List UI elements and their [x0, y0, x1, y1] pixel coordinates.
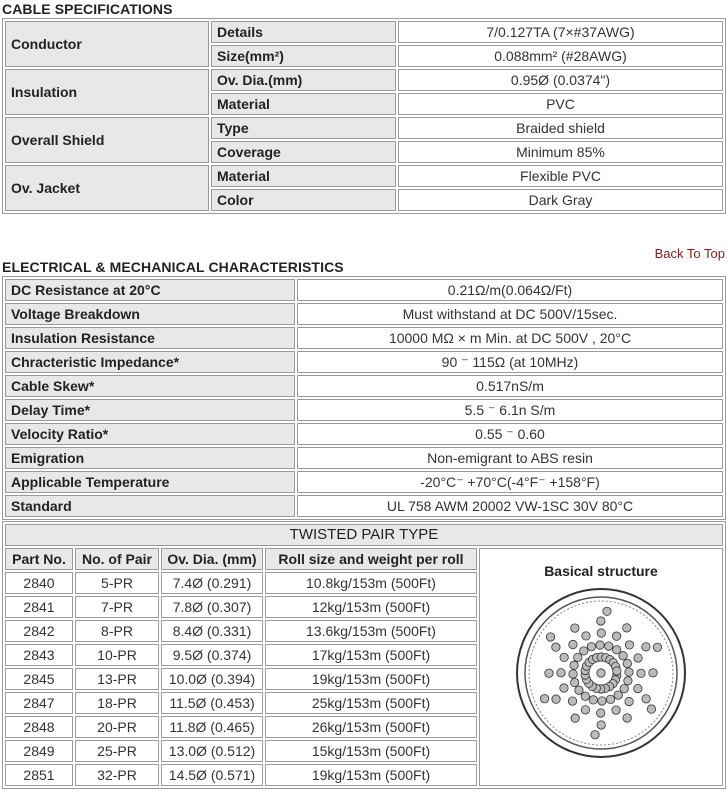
pair-count-cell: 7-PR — [75, 596, 159, 618]
spec-group-name: Ov. Jacket — [5, 165, 209, 211]
electrical-value: Must withstand at DC 500V/15sec. — [297, 303, 723, 325]
electrical-label: Velocity Ratio* — [5, 423, 295, 445]
electrical-row — [5, 279, 723, 301]
ov-dia-cell: 7.8Ø (0.307) — [161, 596, 263, 618]
electrical-row — [5, 399, 723, 421]
roll-size-cell: 19kg/153m (500Ft) — [265, 668, 477, 690]
twisted-pair-title: TWISTED PAIR TYPE — [5, 524, 723, 546]
roll-size-cell: 17kg/153m (500Ft) — [265, 644, 477, 666]
pair-count-cell: 32-PR — [75, 764, 159, 786]
electrical-row — [5, 327, 723, 349]
electrical-value: 10000 MΩ × m Min. at DC 500V , 20°C — [297, 327, 723, 349]
ov-dia-cell: 13.0Ø (0.512) — [161, 740, 263, 762]
roll-size-cell: 25kg/153m (500Ft) — [265, 692, 477, 714]
electrical-label: Voltage Breakdown — [5, 303, 295, 325]
ov-dia-cell: 10.0Ø (0.394) — [161, 668, 263, 690]
roll-size-cell: 19kg/153m (500Ft) — [265, 764, 477, 786]
electrical-table — [2, 276, 726, 520]
ov-dia-cell: 9.5Ø (0.374) — [161, 644, 263, 666]
part-no-cell: 2848 — [5, 716, 73, 738]
electrical-value: -20°C⁻ +70°C(-4°F⁻ +158°F) — [297, 471, 723, 493]
electrical-label: Cable Skew* — [5, 375, 295, 397]
cable-specs-title: CABLE SPECIFICATIONS — [2, 1, 173, 17]
spec-label: Details — [211, 21, 396, 43]
electrical-row — [5, 447, 723, 469]
spec-group-name: Overall Shield — [5, 117, 209, 163]
spec-label: Color — [211, 189, 396, 211]
spec-label: Type — [211, 117, 396, 139]
part-no-cell: 2841 — [5, 596, 73, 618]
spec-row — [5, 69, 723, 91]
ov-dia-cell: 11.8Ø (0.465) — [161, 716, 263, 738]
electrical-label: Emigration — [5, 447, 295, 469]
header-roll-size: Roll size and weight per roll — [265, 548, 477, 570]
spec-row — [5, 165, 723, 187]
electrical-label: Standard — [5, 495, 295, 517]
part-no-cell: 2843 — [5, 644, 73, 666]
electrical-label: DC Resistance at 20°C — [5, 279, 295, 301]
spec-value: Flexible PVC — [398, 165, 723, 187]
basical-structure-label: Basical structure — [544, 563, 658, 579]
pair-count-cell: 8-PR — [75, 620, 159, 642]
electrical-row — [5, 351, 723, 373]
spec-label: Material — [211, 93, 396, 115]
pair-count-cell: 25-PR — [75, 740, 159, 762]
electrical-value: 0.55 ⁻ 0.60 — [297, 423, 723, 445]
part-no-cell: 2849 — [5, 740, 73, 762]
roll-size-cell: 10.8kg/153m (500Ft) — [265, 572, 477, 594]
electrical-label: Applicable Temperature — [5, 471, 295, 493]
spec-value: 0.95Ø (0.0374") — [398, 69, 723, 91]
electrical-value: 0.21Ω/m(0.064Ω/Ft) — [297, 279, 723, 301]
electrical-title: ELECTRICAL & MECHANICAL CHARACTERISTICS — [2, 259, 344, 275]
spec-group-name: Conductor — [5, 21, 209, 67]
electrical-row — [5, 423, 723, 445]
pair-count-cell: 13-PR — [75, 668, 159, 690]
part-no-cell: 2851 — [5, 764, 73, 786]
part-no-cell: 2845 — [5, 668, 73, 690]
electrical-row — [5, 471, 723, 493]
spec-value: 7/0.127TA (7×#37AWG) — [398, 21, 723, 43]
ov-dia-cell: 14.5Ø (0.571) — [161, 764, 263, 786]
roll-size-cell: 26kg/153m (500Ft) — [265, 716, 477, 738]
roll-size-cell: 12kg/153m (500Ft) — [265, 596, 477, 618]
roll-size-cell: 13.6kg/153m (500Ft) — [265, 620, 477, 642]
pair-count-cell: 10-PR — [75, 644, 159, 666]
part-no-cell: 2840 — [5, 572, 73, 594]
ov-dia-cell: 8.4Ø (0.331) — [161, 620, 263, 642]
roll-size-cell: 15kg/153m (500Ft) — [265, 740, 477, 762]
electrical-value: 90 ⁻ 115Ω (at 10MHz) — [297, 351, 723, 373]
back-to-top-link[interactable]: Back To Top — [654, 246, 725, 261]
spec-row — [5, 117, 723, 139]
electrical-value: 5.5 ⁻ 6.1n S/m — [297, 399, 723, 421]
electrical-label: Insulation Resistance — [5, 327, 295, 349]
ov-dia-cell: 11.5Ø (0.453) — [161, 692, 263, 714]
cable-cross-section-image — [513, 585, 689, 761]
electrical-row — [5, 375, 723, 397]
header-ov-dia: Ov. Dia. (mm) — [161, 548, 263, 570]
spec-label: Material — [211, 165, 396, 187]
pair-count-cell: 20-PR — [75, 716, 159, 738]
twisted-pair-table — [2, 521, 726, 789]
header-part-no: Part No. — [5, 548, 73, 570]
electrical-row — [5, 303, 723, 325]
spec-value: Braided shield — [398, 117, 723, 139]
electrical-value: UL 758 AWM 20002 VW-1SC 30V 80°C — [297, 495, 723, 517]
ov-dia-cell: 7.4Ø (0.291) — [161, 572, 263, 594]
spec-value: Minimum 85% — [398, 141, 723, 163]
spec-label: Ov. Dia.(mm) — [211, 69, 396, 91]
spec-value: 0.088mm² (#28AWG) — [398, 45, 723, 67]
header-no-of-pair: No. of Pair — [75, 548, 159, 570]
cable-specs-table — [2, 18, 726, 214]
spec-label: Coverage — [211, 141, 396, 163]
pair-count-cell: 5-PR — [75, 572, 159, 594]
electrical-value: 0.517nS/m — [297, 375, 723, 397]
electrical-row — [5, 495, 723, 517]
part-no-cell: 2847 — [5, 692, 73, 714]
pair-count-cell: 18-PR — [75, 692, 159, 714]
spec-group-name: Insulation — [5, 69, 209, 115]
spec-label: Size(mm²) — [211, 45, 396, 67]
electrical-label: Delay Time* — [5, 399, 295, 421]
basical-structure-panel — [479, 548, 723, 786]
part-no-cell: 2842 — [5, 620, 73, 642]
spec-value: Dark Gray — [398, 189, 723, 211]
spec-row — [5, 21, 723, 43]
electrical-label: Chracteristic Impedance* — [5, 351, 295, 373]
electrical-value: Non-emigrant to ABS resin — [297, 447, 723, 469]
spec-value: PVC — [398, 93, 723, 115]
